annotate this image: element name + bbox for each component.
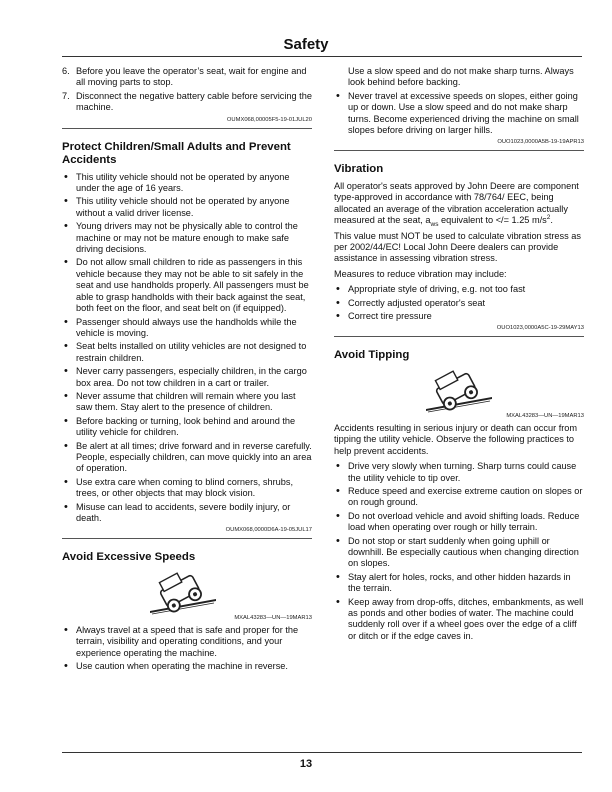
list-item: • Use caution when operating the machine in reverse. — [62, 661, 312, 672]
page-title: Safety — [283, 36, 329, 53]
numbered-list — [62, 66, 312, 114]
vibration-paragraph: Measures to reduce vibration may include: — [334, 268, 507, 279]
reference-code: OUO1023,0000A5B-19-19APR13 — [497, 139, 584, 146]
vibration-paragraph: All operator's seats approved by John Deere are component type-approved in accordance with 78/764/ EEC, being allocated an average of the vibration acceleration actually measured at the seat, $a_{ws}$ equivalent to </= 1.25 $m/s^2$. — [334, 180, 579, 228]
figure-reference: MXAL43283—UN—19MAR13 — [234, 614, 312, 621]
vibration-bullet-list — [334, 284, 584, 322]
section-divider — [334, 336, 584, 337]
section-divider — [334, 150, 584, 151]
vibration-paragraph: This value must NOT be used to calculate vibration stress as per 2002/44/EC! Local John Deere dealers can provide assistance in assessing vibration stress. — [334, 230, 581, 264]
rollover-vehicle-icon — [424, 367, 494, 413]
continued-text: Use a slow speed and do not make sharp turns. Always look behind before backing. — [348, 66, 574, 88]
speeds-bullet-list — [62, 625, 312, 673]
list-item: • Seat belts installed on utility vehicles are not designed to restrain children. — [62, 341, 312, 364]
numbered-item: 7. Disconnect the negative battery cable before servicing the machine. — [62, 90, 312, 113]
figure-reference: MXAL43283—UN—19MAR13 — [506, 412, 584, 419]
left-column — [62, 66, 312, 675]
list-item: • Be alert at all times; drive forward and in reverse carefully. People, especially children, can move quickly into an area of operation. — [62, 441, 312, 475]
tipping-bullet-list — [334, 461, 584, 642]
list-item: • Correctly adjusted operator's seat — [334, 298, 584, 309]
list-item: • Keep away from drop-offs, ditches, embankments, as well as ponds and other bodies of water. The machine could suddenly roll over if a wheel goes over the edge of a cliff or ditch or if the edge caves in. — [334, 597, 584, 643]
header-rule — [62, 56, 582, 57]
list-item: • Correct tire pressure — [334, 311, 584, 322]
section-heading-speeds: Avoid Excessive Speeds — [62, 551, 196, 564]
list-item: • This utility vehicle should not be operated by anyone under the age of 16 years. — [62, 172, 312, 195]
reference-code: OUMX068,00005F5-19-01JUL20 — [226, 116, 312, 123]
list-item: • Do not stop or start suddenly when going uphill or downhill. Be especially cautious when changing direction on slopes. — [334, 536, 584, 570]
footer-rule — [62, 752, 582, 753]
list-item: • This utility vehicle should not be operated by anyone without a valid driver license. — [62, 196, 312, 219]
list-item: • Stay alert for holes, rocks, and other hidden hazards in the terrain. — [334, 572, 584, 595]
tipping-paragraph: Accidents resulting in serious injury or death can occur from tipping the utility vehicle. Observe the following practices to help prevent accidents. — [334, 422, 578, 456]
reference-code: OUO1023,0000A5C-19-29MAY13 — [496, 325, 584, 332]
section-heading-children: Protect Children/Small Adults and Prevent Accidents — [62, 140, 291, 167]
list-item: • Never assume that children will remain where you last saw them. Stay alert to the presence of children. — [62, 391, 312, 414]
list-item: • Drive very slowly when turning. Sharp turns could cause the utility vehicle to tip over. — [334, 461, 584, 484]
page-number: 13 — [299, 758, 313, 770]
rollover-vehicle-icon — [148, 569, 218, 615]
list-item: • Always travel at a speed that is safe and proper for the terrain, visibility and operating conditions, and your experience operating the machine. — [62, 625, 312, 659]
list-item: • Reduce speed and exercise extreme caution on slopes or on rough ground. — [334, 486, 584, 509]
list-item: • Use extra care when coming to blind corners, shrubs, trees, or other objects that may block vision. — [62, 477, 312, 500]
section-heading-vibration: Vibration — [334, 163, 384, 176]
list-item: • Young drivers may not be physically able to control the machine or may not be mature enough to make safe driving decisions. — [62, 221, 312, 255]
list-item: • Do not overload vehicle and avoid shifting loads. Reduce load when operating over rough or hilly terrain. — [334, 511, 584, 534]
list-item: • Misuse can lead to accidents, severe bodily injury, or death. — [62, 502, 312, 525]
children-bullet-list — [62, 172, 312, 525]
list-item: • Appropriate style of driving, e.g. not too fast — [334, 284, 584, 295]
list-item: • Before backing or turning, look behind and around the utility vehicle for children. — [62, 416, 312, 439]
list-item: • Do not allow small children to ride as passengers in this vehicle because they may not be able to sit safely in the seat and use handholds properly. All passengers must be able to grasp handholds with their back against the seat, both feet on the floor, and seat belt on (if equipped). — [62, 257, 312, 314]
section-divider — [62, 538, 312, 539]
reference-code: OUMX068,0000D6A-19-05JUL17 — [225, 527, 312, 534]
right-column — [334, 66, 584, 644]
tipping-vehicle-figure — [334, 367, 584, 413]
list-item: • Passenger should always use the handholds while the vehicle is moving. — [62, 317, 312, 340]
section-divider — [62, 128, 312, 129]
section-heading-tipping: Avoid Tipping — [334, 349, 410, 362]
slopes-bullet-list — [334, 91, 584, 137]
list-item: • Never travel at excessive speeds on slopes, either going up or down. Use a slow speed and do not make sharp turns. Become experienced driving the machine on small slopes before driving on larger hills. — [334, 91, 584, 137]
numbered-item: 6. Before you leave the operator’s seat, wait for engine and all moving parts to stop. — [62, 66, 307, 88]
tipping-vehicle-figure — [62, 569, 312, 615]
list-item: • Never carry passengers, especially children, in the cargo box area. Do not tow children in a cart or trailer. — [62, 366, 312, 389]
